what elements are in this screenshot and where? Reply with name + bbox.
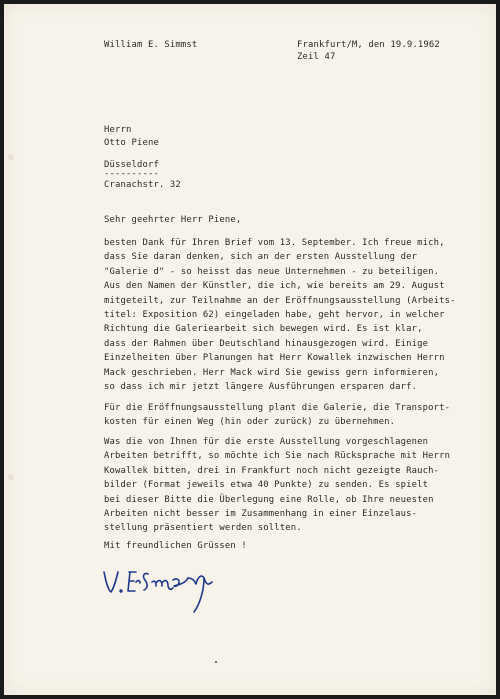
- body-line: Mack geschrieben. Herr Mack wird Sie gewiss gern informieren,: [104, 367, 440, 378]
- body-line: Aus den Namen der Künstler, die ich, wie bereits am 29. August: [104, 281, 445, 292]
- reference: Zeil 47: [297, 52, 336, 62]
- sender-name: William E. Simmst: [104, 40, 198, 50]
- body-line: kosten für einen Weg (hin oder zurück) zu übernehmen.: [104, 417, 396, 428]
- body-line: Was die von Ihnen für die erste Ausstellung vorgeschlagenen: [104, 437, 429, 447]
- recipient-street: Cranachstr. 32: [104, 180, 181, 190]
- body-line: titel: Exposition 62) eingeladen habe, geht hervor, in welcher: [104, 310, 445, 320]
- punch-hole: [8, 474, 14, 480]
- punch-hole: [8, 154, 14, 160]
- recipient-name: Otto Piene: [104, 138, 159, 148]
- letter-page: [4, 4, 496, 695]
- address-salutation: Herrn: [104, 125, 132, 135]
- closing: Mit freundlichen Grüssen !: [104, 541, 247, 551]
- body-line: "Galerie d" - so heisst das neue Unternehmen - zu beteiligen.: [104, 266, 440, 277]
- body-line: besten Dank für Ihren Brief vom 13. September. Ich freue mich,: [104, 238, 445, 248]
- body-line: bei dieser Bitte die Überlegung eine Rolle, ob Ihre neuesten: [104, 494, 434, 505]
- greeting: Sehr geehrter Herr Piene,: [104, 215, 242, 225]
- city-underline: ----------: [104, 169, 159, 179]
- body-line: mitgeteilt, zur Teilnahme an der Eröffnungsausstellung (Arbeits-: [104, 295, 456, 306]
- body-line: bilder (Format jeweils etwa 40 Punkte) zu senden. Es spielt: [104, 480, 429, 491]
- body-line: dass Sie daran denken, sich an der ersten Ausstellung der: [104, 252, 418, 263]
- body-line: Für die Eröffnungsausstellung plant die Galerie, die Transport-: [104, 403, 451, 413]
- body-line: stellung präsentiert werden sollten.: [104, 523, 302, 534]
- body-line: dass der Rahmen über Deutschland hinausgezogen wird. Einige: [104, 338, 429, 349]
- recipient-city: Düsseldorf: [104, 160, 159, 170]
- ink-dot: [215, 661, 217, 663]
- body-line: Richtung die Galeriearbeit sich bewegen wird. Es ist klar,: [104, 324, 423, 335]
- body-line: so dass ich mir jetzt längere Ausführungen ersparen darf.: [104, 382, 418, 392]
- body-line: Einzelheiten über Planungen hat Herr Kowallek inzwischen Herrn: [104, 353, 445, 364]
- handwritten-signature: [102, 560, 242, 620]
- place-date: Frankfurt/M, den 19.9.1962: [297, 40, 440, 50]
- body-line: Kowallek bitten, drei in Frankfurt noch nicht gezeigte Rauch-: [104, 465, 440, 476]
- body-line: Arbeiten betrifft, so möchte ich Sie nach Rücksprache mit Herrn: [104, 451, 451, 462]
- body-line: Arbeiten nicht besser im Zusammenhang in einer Einzelaus-: [104, 509, 418, 519]
